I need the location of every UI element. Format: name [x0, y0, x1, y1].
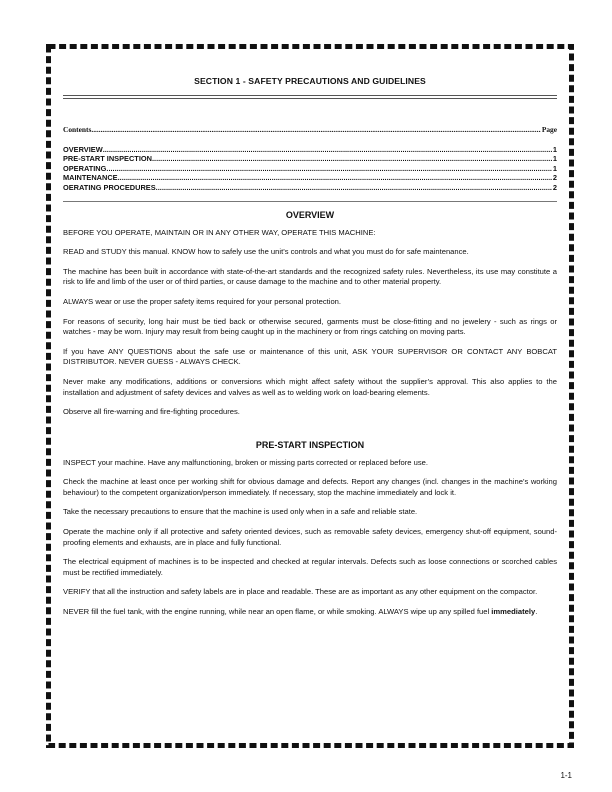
fuel-warning-emphasis: immediately: [491, 607, 536, 617]
overview-paragraph: BEFORE YOU OPERATE, MAINTAIN OR IN ANY OTHER WAY, OPERATE THIS MACHINE:: [63, 227, 376, 237]
prestart-paragraph: INSPECT your machine. Have any malfunctioning, broken or missing parts corrected or replaced before use.: [63, 457, 428, 467]
title-double-rule: [63, 95, 557, 99]
fuel-warning-text: NEVER fill the fuel tank, with the engine running, while near an open flame, or while smoking. ALWAYS wipe up any spilled fuel: [63, 607, 492, 617]
toc-item-maintenance[interactable]: [63, 173, 557, 183]
toc-header-row: [63, 125, 557, 135]
toc-divider: [63, 201, 557, 202]
toc-item-label: PRE-START INSPECTION: [63, 154, 152, 164]
toc-leader-dots: [91, 125, 540, 135]
toc-contents-label: Contents: [63, 125, 92, 134]
overview-paragraph: READ and STUDY this manual. KNOW how to safely use the unit’s controls and what you must do for safe maintenance.: [63, 247, 469, 257]
toc-item-page: 1: [552, 154, 557, 164]
toc-leader-dots: [152, 154, 552, 164]
overview-paragraph: ALWAYS wear or use the proper safety items required for your personal protection.: [63, 296, 342, 306]
section-title: SECTION 1 - SAFETY PRECAUTIONS AND GUIDELINES: [194, 76, 426, 86]
toc-leader-dots: [103, 145, 552, 155]
toc-item-operating-procedures[interactable]: [63, 183, 557, 193]
toc-item-label: OERATING PROCEDURES: [63, 182, 156, 192]
toc-leader-dots: [106, 164, 551, 174]
toc-item-page: 2: [552, 182, 557, 192]
toc-leader-dots: [118, 173, 552, 183]
toc-item-page: 1: [552, 144, 557, 154]
toc-item-operating[interactable]: [63, 164, 557, 174]
prestart-paragraph: VERIFY that all the instruction and safety labels are in place and readable. These are as important as any other equipment on the compactor.: [63, 587, 538, 597]
toc-item-label: OPERATING: [63, 163, 107, 173]
prestart-paragraph: Operate the machine only if all protective and safety oriented devices, such as removable safety devices, emergency shut-off equipment, sound-proofing elements and exhausts, are in place and fully functional.: [63, 527, 557, 547]
overview-heading: OVERVIEW: [285, 209, 335, 220]
toc-leader-dots: [156, 183, 552, 193]
toc-item-page: 1: [552, 163, 557, 173]
toc-item-page: 2: [552, 173, 557, 183]
table-of-contents: [63, 125, 557, 193]
toc-page-label: Page: [541, 125, 557, 134]
prestart-paragraph: Take the necessary precautions to ensure that the machine is used only when in a safe and reliable state.: [63, 507, 418, 517]
toc-item-overview[interactable]: [63, 145, 557, 155]
prestart-paragraph: Check the machine at least once per working shift for obvious damage and defects. Report any changes (incl. changes in the machine’s working behaviour) to the competent organization/person immediately. If necessary, stop the machine immediately and lock it.: [63, 477, 557, 497]
fuel-warning-end: .: [535, 607, 538, 617]
overview-paragraph: Observe all fire-warning and fire-fighting procedures.: [63, 407, 240, 417]
pre-start-inspection-heading: PRE-START INSPECTION: [255, 439, 365, 450]
prestart-fuel-paragraph: [63, 607, 557, 618]
page-content: [63, 76, 557, 627]
overview-paragraph: If you have ANY QUESTIONS about the safe use or maintenance of this unit, ASK YOUR SUPERVISOR OR CONTACT ANY BOBCAT DISTRIBUTOR. NEVER GUESS - ALWAYS CHECK.: [63, 346, 557, 367]
toc-item-pre-start-inspection[interactable]: [63, 154, 557, 164]
overview-paragraph: Never make any modifications, additions or conversions which might affect safety without the supplier’s approval. This also applies to the installation and adjustment of safety devices and valves as well as to welding work on load-bearing elements.: [63, 376, 557, 397]
prestart-paragraph: The electrical equipment of machines is to be inspected and checked at regular intervals. Defects such as loose connections or scorched cables must be rectified immediately.: [63, 557, 557, 577]
toc-item-label: OVERVIEW: [63, 144, 103, 154]
toc-item-label: MAINTENANCE: [63, 173, 118, 183]
overview-paragraph: The machine has been built in accordance with state-of-the-art standards and the recognized safety rules. Nevertheless, its use may constitute a risk to life and limb of the user or of third parties, or cause damage to the machine and to other material property.: [63, 266, 557, 287]
page-number: 1-1: [560, 771, 572, 780]
overview-paragraph: For reasons of security, long hair must be tied back or otherwise secured, garments must be close-fitting and no jewelery - such as rings or watches - may be worn. Injury may result from being caught up in the machinery or from rings catching on moving parts.: [63, 316, 557, 337]
